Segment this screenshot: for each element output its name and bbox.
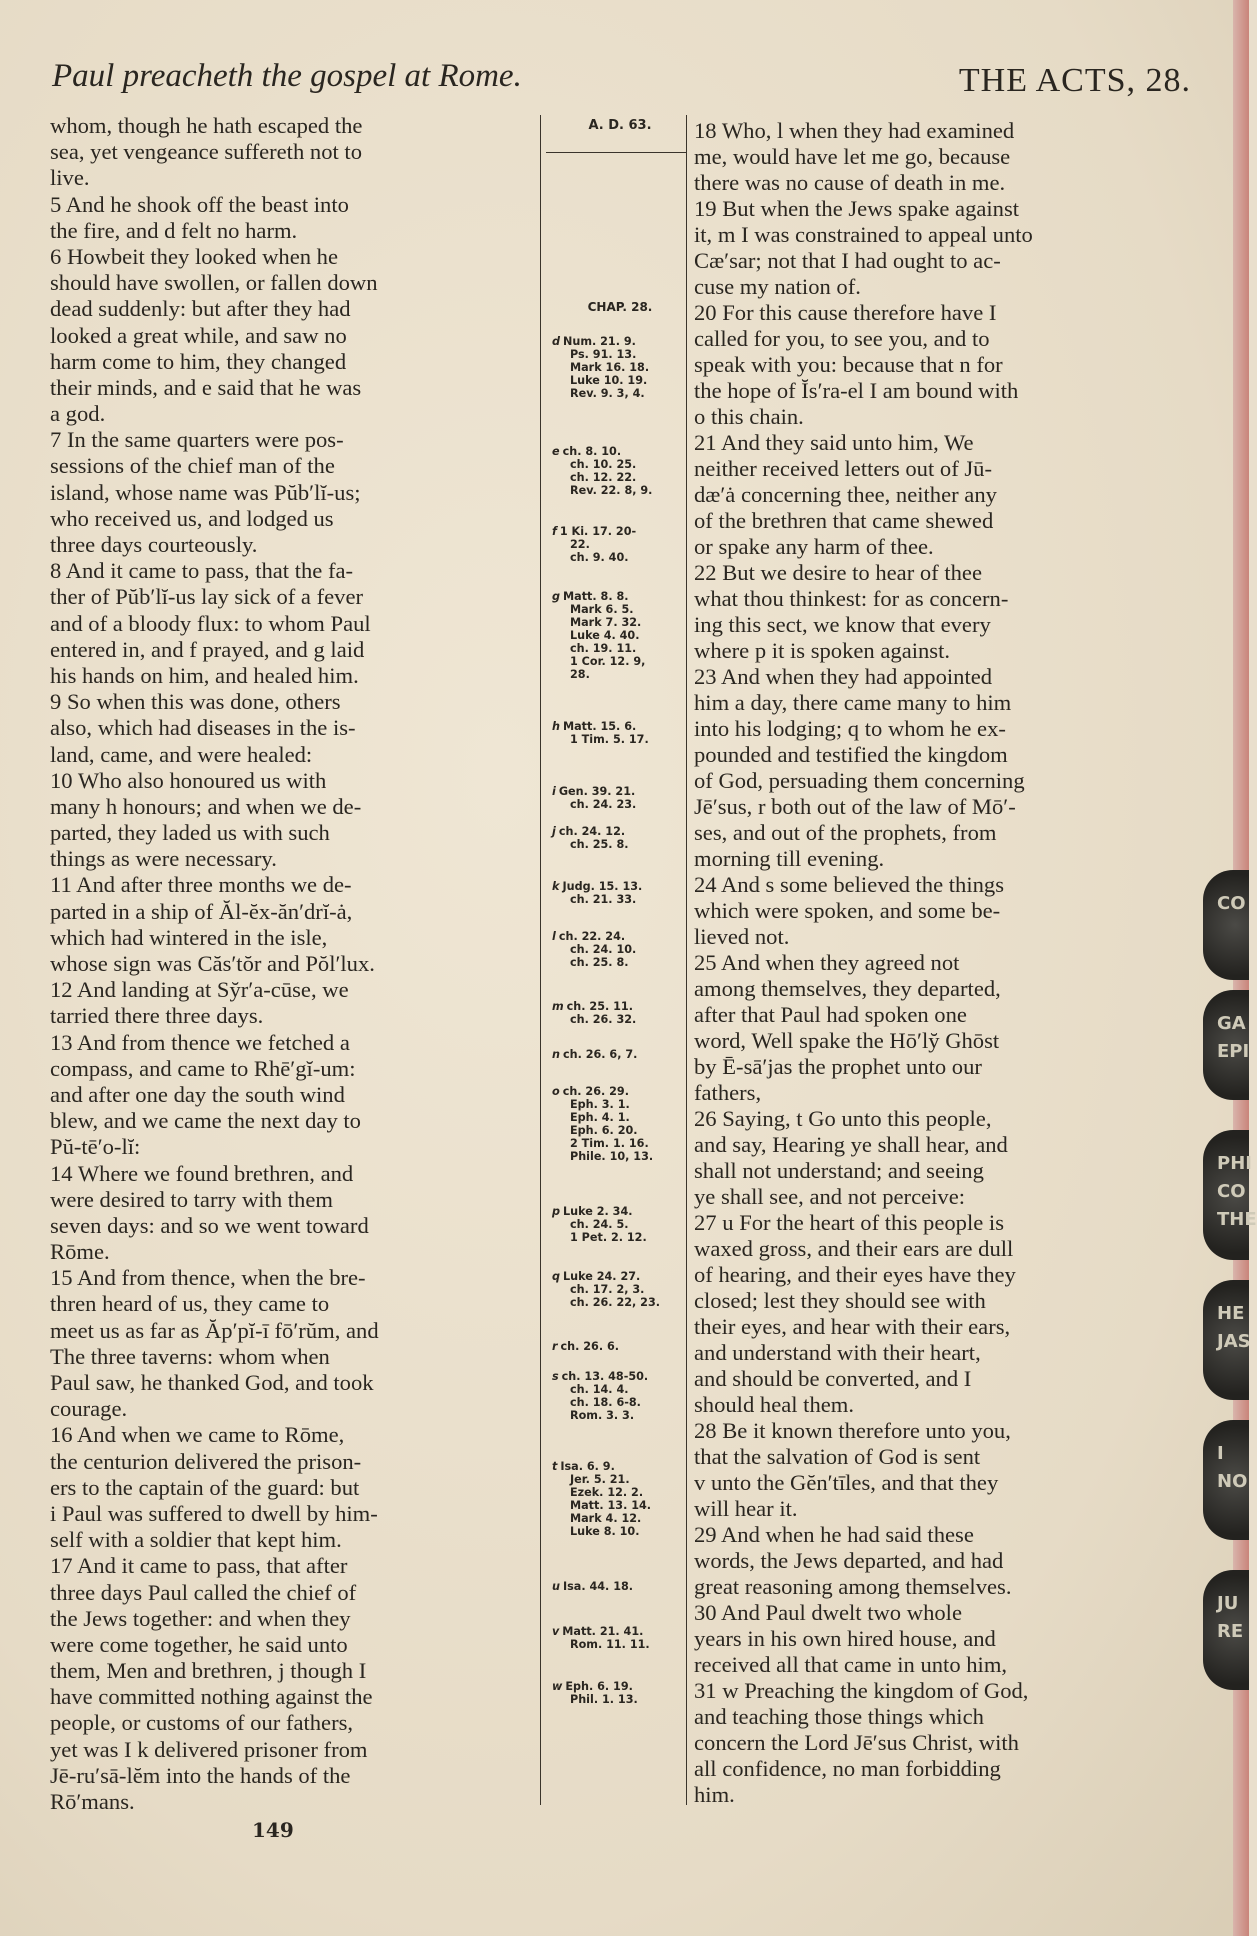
reference-text: ch. 19. 11. bbox=[570, 642, 637, 655]
text-line: Rō′mans. bbox=[50, 1789, 135, 1814]
reference-text: Luke 8. 10. bbox=[570, 1525, 640, 1538]
text-line: words, the Jews departed, and had bbox=[694, 1548, 1004, 1573]
reference-key: n bbox=[552, 1048, 560, 1061]
text-line: i Paul was suffered to dwell by him- bbox=[50, 1500, 378, 1526]
cross-reference bbox=[552, 1680, 690, 1706]
text-line: 15 And from thence, when the bre- bbox=[50, 1265, 366, 1291]
text-line: cuse my nation of. bbox=[694, 274, 861, 299]
text-line: lieved not. bbox=[694, 924, 790, 949]
reference-text: Eph. 3. 1. bbox=[570, 1098, 630, 1111]
text-line: their eyes, and hear with their ears, bbox=[694, 1314, 1011, 1339]
text-line: three days courteously. bbox=[50, 532, 258, 557]
text-line: among themselves, they departed, bbox=[694, 976, 1001, 1001]
text-line: blew, and we came the next day to bbox=[50, 1108, 361, 1134]
reference-key: u bbox=[552, 1580, 560, 1593]
text-line: and say, Hearing ye shall hear, and bbox=[694, 1132, 1008, 1157]
reference-text: ch. 25. 8. bbox=[570, 956, 629, 969]
text-line: parted, they laded us with such bbox=[50, 820, 330, 846]
text-line: which had wintered in the isle, bbox=[50, 924, 328, 950]
reference-text: Eph. 6. 20. bbox=[570, 1124, 638, 1137]
thumb-tab[interactable]: CO bbox=[1203, 870, 1249, 980]
text-line: were come together, he said unto bbox=[50, 1631, 348, 1657]
text-line: who received us, and lodged us bbox=[50, 505, 334, 531]
cross-reference bbox=[552, 1048, 690, 1061]
reference-text: Isa. 6. 9. bbox=[560, 1460, 615, 1473]
text-line: and of a bloody flux: to whom Paul bbox=[50, 610, 371, 636]
reference-key: w bbox=[552, 1680, 563, 1693]
text-line: 28 Be it known therefore unto you, bbox=[694, 1418, 1011, 1443]
reference-text: ch. 26. 6, 7. bbox=[562, 1048, 638, 1061]
cross-reference bbox=[552, 1370, 690, 1422]
text-line: were desired to tarry with them bbox=[50, 1186, 333, 1212]
reference-text: 1 Ki. 17. 20- bbox=[559, 525, 637, 538]
reference-text: Matt. 21. 41. bbox=[562, 1625, 644, 1638]
text-line: meet us as far as Ăp′pĭ-ī fō′rŭm, and bbox=[50, 1317, 379, 1343]
reference-key: j bbox=[552, 825, 556, 838]
reference-text: Luke 4. 40. bbox=[570, 629, 640, 642]
reference-text: ch. 24. 5. bbox=[570, 1218, 629, 1231]
cross-reference bbox=[552, 1460, 690, 1538]
reference-text: Rev. 9. 3, 4. bbox=[570, 387, 645, 400]
cross-reference bbox=[552, 1340, 690, 1353]
reference-text: Matt. 13. 14. bbox=[570, 1499, 652, 1512]
reference-text: Mark 4. 12. bbox=[570, 1512, 642, 1525]
text-line: thren heard of us, they came to bbox=[50, 1291, 330, 1317]
text-line: 18 Who, l when they had examined bbox=[694, 118, 1015, 143]
text-line: and understand with their heart, bbox=[694, 1340, 981, 1365]
text-line: looked a great while, and saw no bbox=[50, 322, 347, 348]
text-line: Jē-ru′sā-lĕm into the hands of the bbox=[50, 1762, 351, 1788]
text-line: people, or customs of our fathers, bbox=[50, 1710, 354, 1736]
text-line: parted in a ship of Ăl-ĕx-ăn′drĭ-ȧ, bbox=[50, 898, 353, 924]
text-line: them, Men and brethren, j though I bbox=[50, 1658, 367, 1684]
text-line: live. bbox=[50, 165, 90, 191]
text-line: 26 Saying, t Go unto this people, bbox=[694, 1106, 992, 1131]
text-line: things as were necessary. bbox=[50, 846, 277, 872]
text-line: 7 In the same quarters were pos- bbox=[50, 427, 344, 453]
text-line: sessions of the chief man of the bbox=[50, 453, 335, 479]
text-line: and after one day the south wind bbox=[50, 1081, 345, 1107]
text-line: 30 And Paul dwelt two whole bbox=[694, 1600, 962, 1625]
text-line: into his lodging; q to whom he ex- bbox=[694, 716, 1006, 741]
reference-text: 22. bbox=[570, 538, 590, 551]
text-line: 17 And it came to pass, that after bbox=[50, 1553, 348, 1579]
text-line: 5 And he shook off the beast into bbox=[50, 191, 349, 217]
text-line: speak with you: because that n for bbox=[694, 352, 1003, 377]
reference-text: Phil. 1. 13. bbox=[570, 1693, 638, 1706]
text-line: called for you, to see you, and to bbox=[694, 326, 990, 351]
text-line: island, whose name was Pŭb′lĭ-us; bbox=[50, 479, 361, 505]
reference-key: k bbox=[552, 880, 560, 893]
text-line: 31 w Preaching the kingdom of God, bbox=[694, 1678, 1029, 1703]
text-line: 25 And when they agreed not bbox=[694, 950, 960, 975]
cross-reference bbox=[552, 1270, 690, 1309]
reference-key: q bbox=[552, 1270, 561, 1283]
reference-key: e bbox=[552, 445, 560, 458]
cross-reference bbox=[552, 1000, 690, 1026]
text-line: have committed nothing against the bbox=[50, 1684, 373, 1710]
text-line: tarried there three days. bbox=[50, 1003, 264, 1029]
text-line: 13 And from thence we fetched a bbox=[50, 1029, 350, 1055]
text-line: should have swollen, or fallen down bbox=[50, 270, 378, 296]
reference-key: v bbox=[552, 1625, 560, 1638]
text-line: and should be converted, and I bbox=[694, 1366, 972, 1391]
reference-text: ch. 26. 6. bbox=[560, 1340, 620, 1353]
reference-text: ch. 25. 11. bbox=[566, 1000, 633, 1013]
text-line: 23 And when they had appointed bbox=[694, 664, 993, 689]
text-line: entered in, and f prayed, and g laid bbox=[50, 636, 365, 662]
reference-text: Isa. 44. 18. bbox=[562, 1580, 634, 1593]
text-line: 12 And landing at Sy̆r′a-cūse, we bbox=[50, 977, 349, 1003]
cross-reference bbox=[552, 825, 690, 851]
reference-text: ch. 24. 10. bbox=[570, 943, 637, 956]
text-line: The three taverns: whom when bbox=[50, 1343, 330, 1369]
text-line: word, Well spake the Hō′ly̆ Ghōst bbox=[694, 1028, 1000, 1053]
reference-key: o bbox=[552, 1085, 560, 1098]
text-line: his hands on him, and healed him. bbox=[50, 662, 359, 688]
text-line: Cæ′sar; not that I had ought to ac- bbox=[694, 248, 1001, 273]
text-line: whose sign was Căs′tŏr and Pŏl′lux. bbox=[50, 951, 375, 976]
reference-text: Rom. 3. 3. bbox=[570, 1409, 635, 1422]
reference-text: ch. 24. 23. bbox=[570, 798, 637, 811]
text-line: many h honours; and when we de- bbox=[50, 793, 362, 819]
reference-text: 2 Tim. 1. 16. bbox=[570, 1137, 649, 1150]
text-line: him a day, there came many to him bbox=[694, 690, 1012, 715]
text-line: the hope of Ĭs′ra-el I am bound with bbox=[694, 378, 1019, 403]
column-divider-left bbox=[540, 115, 541, 1805]
reference-text: Gen. 39. 21. bbox=[558, 785, 636, 798]
text-line: also, which had diseases in the is- bbox=[50, 715, 356, 741]
text-line: yet was I k delivered prisoner from bbox=[50, 1736, 368, 1762]
text-line: the Jews together: and when they bbox=[50, 1605, 351, 1631]
text-line: sea, yet vengeance suffereth not to bbox=[50, 139, 362, 165]
text-line: 6 Howbeit they looked when he bbox=[50, 243, 339, 269]
text-line: Rōme. bbox=[50, 1239, 110, 1265]
text-line: 14 Where we found brethren, and bbox=[50, 1160, 354, 1186]
reference-text: Num. 21. 9. bbox=[563, 335, 636, 348]
text-line: years in his own hired house, and bbox=[694, 1626, 996, 1651]
text-line: the centurion delivered the prison- bbox=[50, 1448, 362, 1474]
reference-text: 28. bbox=[570, 668, 590, 681]
cross-reference bbox=[552, 445, 690, 497]
reference-text: Rev. 22. 8, 9. bbox=[570, 484, 653, 497]
text-line: land, came, and were healed: bbox=[50, 741, 313, 767]
cross-reference bbox=[552, 880, 690, 906]
reference-text: ch. 24. 12. bbox=[558, 825, 626, 838]
reference-key: g bbox=[552, 590, 561, 603]
text-line: there was no cause of death in me. bbox=[694, 170, 1006, 195]
text-line: waxed gross, and their ears are dull bbox=[694, 1236, 1014, 1261]
reference-text: ch. 26. 32. bbox=[570, 1013, 637, 1026]
margin-year: A. D. 63. bbox=[588, 118, 652, 133]
cross-reference bbox=[552, 590, 690, 681]
reference-text: Mark 7. 32. bbox=[570, 616, 642, 629]
text-line: seven days: and so we went toward bbox=[50, 1212, 369, 1238]
reference-key: d bbox=[552, 335, 561, 348]
reference-key: l bbox=[552, 930, 556, 943]
margin-rule bbox=[546, 152, 686, 153]
text-line: by Ē-sā′jas the prophet unto our bbox=[694, 1054, 982, 1079]
text-line: 24 And s some believed the things bbox=[694, 872, 1005, 897]
reference-text: Mark 6. 5. bbox=[570, 603, 634, 616]
margin-chapter: CHAP. 28. bbox=[587, 300, 653, 314]
thumb-tab[interactable]: JU RE bbox=[1203, 1570, 1249, 1690]
text-line: shall not understand; and seeing bbox=[694, 1158, 984, 1183]
text-line: the fire, and d felt no harm. bbox=[50, 217, 298, 243]
text-line: dead suddenly: but after they had bbox=[50, 296, 351, 322]
reference-text: Eph. 6. 19. bbox=[565, 1680, 633, 1693]
cross-reference bbox=[552, 785, 690, 811]
text-line: 29 And when he had said these bbox=[694, 1522, 974, 1547]
thumb-tab[interactable]: HE JAS bbox=[1203, 1280, 1249, 1400]
text-line: 16 And when we came to Rōme, bbox=[50, 1422, 345, 1448]
cross-reference bbox=[552, 1205, 690, 1244]
text-line: dæ′ȧ concerning thee, neither any bbox=[694, 482, 997, 507]
text-line: courage. bbox=[50, 1396, 128, 1422]
text-line: 9 So when this was done, others bbox=[50, 689, 341, 715]
page-number: 149 bbox=[252, 1818, 294, 1842]
cross-reference bbox=[552, 1085, 690, 1163]
text-line: ers to the captain of the guard: but bbox=[50, 1474, 360, 1500]
reference-text: ch. 26. 22, 23. bbox=[570, 1296, 660, 1309]
text-line: ther of Pŭb′lĭ-us lay sick of a fever bbox=[50, 584, 364, 610]
text-line: received all that came in unto him, bbox=[694, 1652, 1008, 1677]
text-line: 22 But we desire to hear of thee bbox=[694, 560, 982, 585]
reference-text: Luke 10. 19. bbox=[570, 374, 648, 387]
text-line: their minds, and e said that he was bbox=[50, 374, 362, 400]
reference-key: t bbox=[552, 1460, 558, 1473]
text-line: whom, though he hath escaped the bbox=[50, 113, 363, 138]
text-line: 8 And it came to pass, that the fa- bbox=[50, 558, 354, 584]
reference-key: s bbox=[552, 1370, 559, 1383]
text-line: ses, and out of the prophets, from bbox=[694, 820, 997, 845]
reference-text: Luke 2. 34. bbox=[563, 1205, 633, 1218]
text-line: will hear it. bbox=[694, 1496, 798, 1521]
reference-text: Phile. 10, 13. bbox=[570, 1150, 654, 1163]
text-line: self with a soldier that kept him. bbox=[50, 1527, 342, 1553]
text-line: great reasoning among themselves. bbox=[694, 1574, 1012, 1599]
reference-text: ch. 25. 8. bbox=[570, 838, 629, 851]
text-line: three days Paul called the chief of bbox=[50, 1579, 357, 1605]
reference-text: 1 Cor. 12. 9, bbox=[570, 655, 646, 668]
reference-text: 1 Tim. 5. 17. bbox=[570, 733, 649, 746]
reference-text: ch. 26. 29. bbox=[562, 1085, 629, 1098]
text-line: which were spoken, and some be- bbox=[694, 898, 1001, 923]
reference-text: ch. 13. 48-50. bbox=[561, 1370, 649, 1383]
text-line: fathers, bbox=[694, 1080, 762, 1105]
text-line: compass, and came to Rhē′gĭ-um: bbox=[50, 1055, 356, 1081]
text-line: all confidence, no man forbidding bbox=[694, 1756, 1001, 1781]
text-line: 27 u For the heart of this people is bbox=[694, 1210, 1004, 1235]
reference-text: Matt. 15. 6. bbox=[562, 720, 637, 733]
reference-text: ch. 22. 24. bbox=[558, 930, 626, 943]
text-line: Jē′sus, r both out of the law of Mō′- bbox=[694, 794, 1016, 819]
thumb-tab[interactable]: PHI CO THE bbox=[1203, 1130, 1249, 1260]
cross-reference bbox=[552, 720, 690, 746]
reference-text: Eph. 4. 1. bbox=[570, 1111, 630, 1124]
text-line: 10 Who also honoured us with bbox=[50, 767, 327, 793]
reference-text: Ezek. 12. 2. bbox=[570, 1486, 644, 1499]
reference-text: Jer. 5. 21. bbox=[570, 1473, 630, 1486]
text-line: Paul saw, he thanked God, and took bbox=[50, 1370, 374, 1395]
text-line: concern the Lord Jē′sus Christ, with bbox=[694, 1730, 1019, 1755]
text-line: closed; lest they should see with bbox=[694, 1288, 986, 1313]
reference-key: i bbox=[552, 785, 556, 798]
text-line: 11 And after three months we de- bbox=[50, 872, 352, 898]
text-line: what thou thinkest: for as concern- bbox=[694, 586, 1009, 611]
text-line: after that Paul had spoken one bbox=[694, 1002, 967, 1027]
text-line: v unto the Gĕn′tīles, and that they bbox=[694, 1470, 999, 1495]
text-line: 20 For this cause therefore have I bbox=[694, 300, 997, 325]
reference-text: ch. 12. 22. bbox=[570, 471, 637, 484]
text-line: harm come to him, they changed bbox=[50, 348, 347, 374]
right-text-column bbox=[694, 118, 1182, 1808]
running-head-right: THE ACTS, 28. bbox=[958, 62, 1191, 99]
reference-text: Mark 16. 18. bbox=[570, 361, 650, 374]
reference-text: Judg. 15. 13. bbox=[562, 880, 643, 893]
reference-text: Ps. 91. 13. bbox=[570, 348, 637, 361]
thumb-tab[interactable]: GA EPI bbox=[1203, 990, 1249, 1100]
text-line: him. bbox=[694, 1782, 735, 1807]
text-line: 19 But when the Jews spake against bbox=[694, 196, 1020, 221]
reference-text: Luke 24. 27. bbox=[563, 1270, 641, 1283]
text-line: should heal them. bbox=[694, 1392, 855, 1417]
reference-text: Rom. 11. 11. bbox=[570, 1638, 650, 1651]
thumb-tab[interactable]: I NO bbox=[1203, 1420, 1249, 1540]
text-line: ye shall see, and not perceive: bbox=[694, 1184, 966, 1209]
text-line: pounded and testified the kingdom bbox=[694, 742, 1008, 767]
cross-reference bbox=[552, 525, 690, 564]
reference-text: ch. 21. 33. bbox=[570, 893, 637, 906]
cross-reference bbox=[552, 335, 690, 400]
reference-text: ch. 10. 25. bbox=[570, 458, 637, 471]
reference-text: Matt. 8. 8. bbox=[563, 590, 629, 603]
reference-text: ch. 9. 40. bbox=[570, 551, 629, 564]
text-line: and teaching those things which bbox=[694, 1704, 984, 1729]
reference-text: ch. 18. 6-8. bbox=[570, 1396, 641, 1409]
text-line: of God, persuading them concerning bbox=[694, 768, 1025, 793]
text-line: of hearing, and their eyes have they bbox=[694, 1262, 1016, 1287]
text-line: or spake any harm of thee. bbox=[694, 534, 934, 559]
reference-key: h bbox=[552, 720, 560, 733]
reference-key: f bbox=[552, 525, 557, 538]
text-line: where p it is spoken against. bbox=[694, 638, 951, 663]
text-line: o this chain. bbox=[694, 404, 804, 429]
text-line: morning till evening. bbox=[694, 846, 885, 871]
reference-key: p bbox=[552, 1205, 561, 1218]
reference-text: ch. 8. 10. bbox=[562, 445, 622, 458]
text-line: that the salvation of God is sent bbox=[694, 1444, 981, 1469]
text-line: a god. bbox=[50, 401, 106, 427]
cross-reference bbox=[552, 1625, 690, 1651]
reference-key: m bbox=[552, 1000, 564, 1013]
reference-text: ch. 14. 4. bbox=[570, 1383, 629, 1396]
text-line: neither received letters out of Jū- bbox=[694, 456, 992, 481]
text-line: 21 And they said unto him, We bbox=[694, 430, 974, 455]
text-line: it, m I was constrained to appeal unto bbox=[694, 222, 1033, 247]
cross-reference bbox=[552, 1580, 690, 1593]
text-line: me, would have let me go, because bbox=[694, 144, 1011, 169]
cross-reference bbox=[552, 930, 690, 969]
text-line: Pŭ-tē′o-lĭ: bbox=[50, 1134, 141, 1160]
left-text-column bbox=[50, 113, 528, 1815]
text-line: of the brethren that came shewed bbox=[694, 508, 994, 533]
text-line: ing this sect, we know that every bbox=[694, 612, 991, 637]
running-head-left: Paul preacheth the gospel at Rome. bbox=[52, 58, 522, 94]
reference-text: 1 Pet. 2. 12. bbox=[570, 1231, 647, 1244]
reference-text: ch. 17. 2, 3. bbox=[570, 1283, 645, 1296]
reference-key: r bbox=[552, 1340, 558, 1353]
